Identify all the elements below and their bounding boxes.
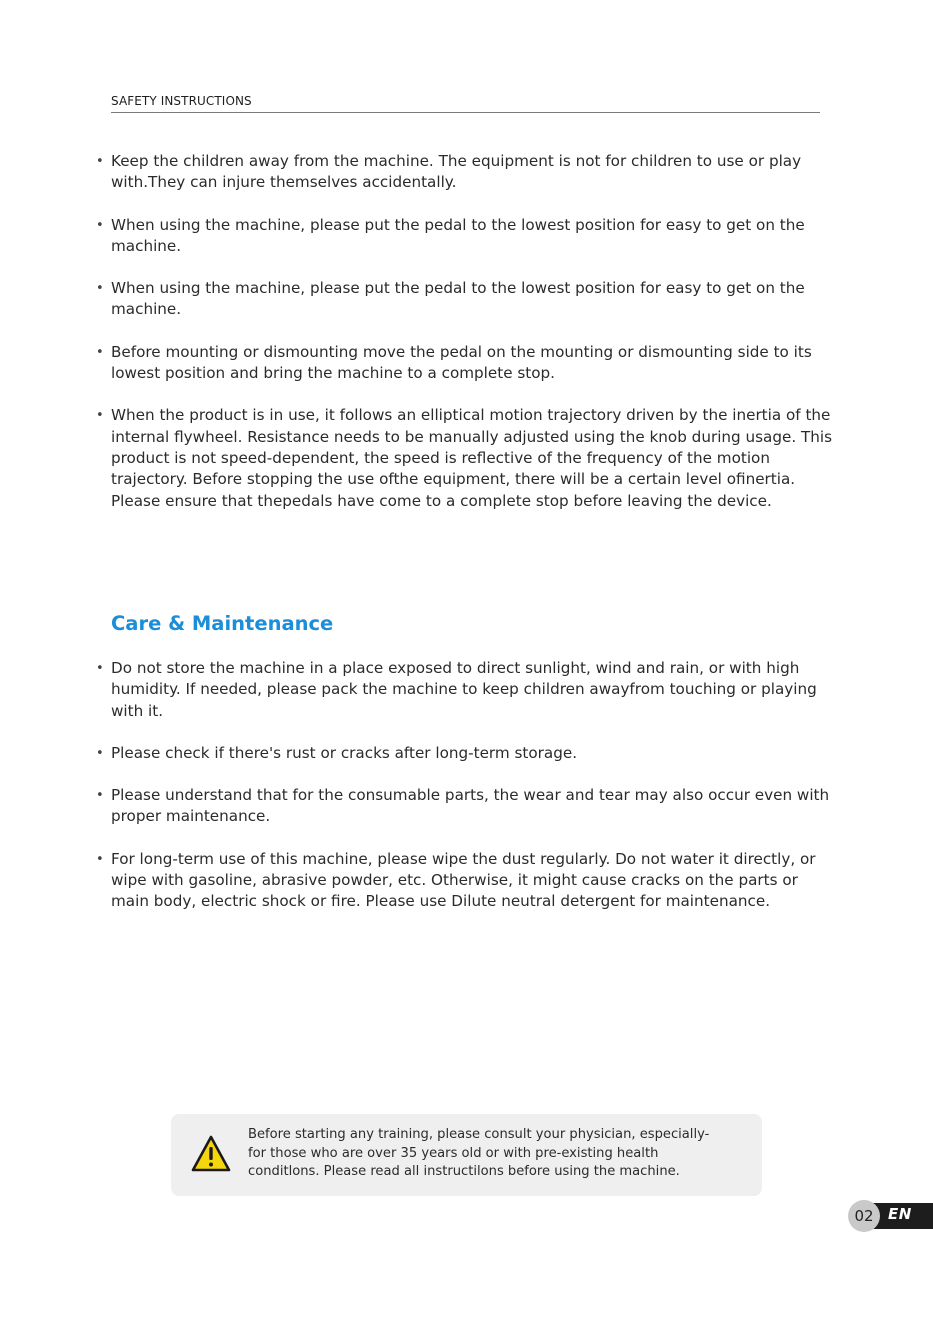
bullet-icon: • [96,851,104,867]
page-number: 02 [848,1200,880,1232]
list-item [96,743,836,764]
list-item [96,215,836,258]
list-item-text: Keep the children away from the machine. The equipment is not for children to use or play with.They can injure themselves accidentally. [111,152,802,192]
header-title: SAFETY INSTRUCTIONS [111,94,252,108]
language-label: EN [888,1205,912,1223]
list-item-text: Please check if there's rust or cracks after long-term storage. [111,743,578,762]
list-item [96,785,836,828]
list-item-text: When the product is in use, it follows an elliptical motion trajectory driven by the inertia of the internal flywheel. Resistance needs to be manually adjusted using the knob during usage. This product is not speed-dependent, the speed is reflective of the frequency of the motion trajectory. Before stopping the use ofthe equipment, there will be a certain level ofinertia. Please ensure that thepedals have come to a complete stop before leaving the device. [111,406,833,510]
warning-line: conditlons. Please read all instructilons before using the machine. [248,1164,680,1180]
care-section-title: Care & Maintenance [111,612,334,635]
bullet-icon: • [96,281,104,297]
bullet-icon: • [96,745,104,761]
warning-line: Before starting any training, please consult your physician, especially- [248,1127,710,1142]
bullet-icon: • [96,788,104,804]
list-item-text: For long-term use of this machine, please wipe the dust regularly. Do not water it directly, or wipe with gasoline, abrasive powder, etc. Otherwise, it might cause cracks on the parts or main body, electric shock or fire. Please use Dilute neutral detergent for maintenance. [111,849,816,911]
page-number-badge [848,1200,933,1232]
list-item-text: Do not store the machine in a place exposed to direct sunlight, wind and rain, or with high humidity. If needed, please pack the machine to keep children awayfrom touching or playing with it. [111,659,817,720]
list-item [96,849,836,913]
list-item [96,658,836,722]
list-item-text: When using the machine, please put the pedal to the lowest position for easy to get on the machine. [111,279,805,319]
bullet-icon: • [96,217,104,233]
bullet-icon: • [96,344,104,360]
warning-triangle-icon [191,1135,231,1173]
list-item [96,405,836,511]
warning-line: for those who are over 35 years old or with pre-existing health [248,1145,659,1161]
warning-notice [171,1114,762,1196]
list-item-text: Before mounting or dismounting move the pedal on the mounting or dismounting side to its lowest position and bring the machine to a complete stop. [111,342,812,383]
warning-text [248,1126,753,1182]
list-item [96,342,836,385]
list-item [96,151,836,194]
list-item-text: Please understand that for the consumable parts, the wear and tear may also occur even with proper maintenance. [111,786,830,826]
safety-list [96,151,836,512]
header-divider [111,112,820,113]
list-item [96,278,836,321]
bullet-icon: • [96,408,104,424]
care-list [96,658,836,913]
bullet-icon: • [96,154,104,169]
list-item-text: When using the machine, please put the pedal to the lowest position for easy to get on the machine. [111,215,805,255]
bullet-icon: • [96,661,104,676]
